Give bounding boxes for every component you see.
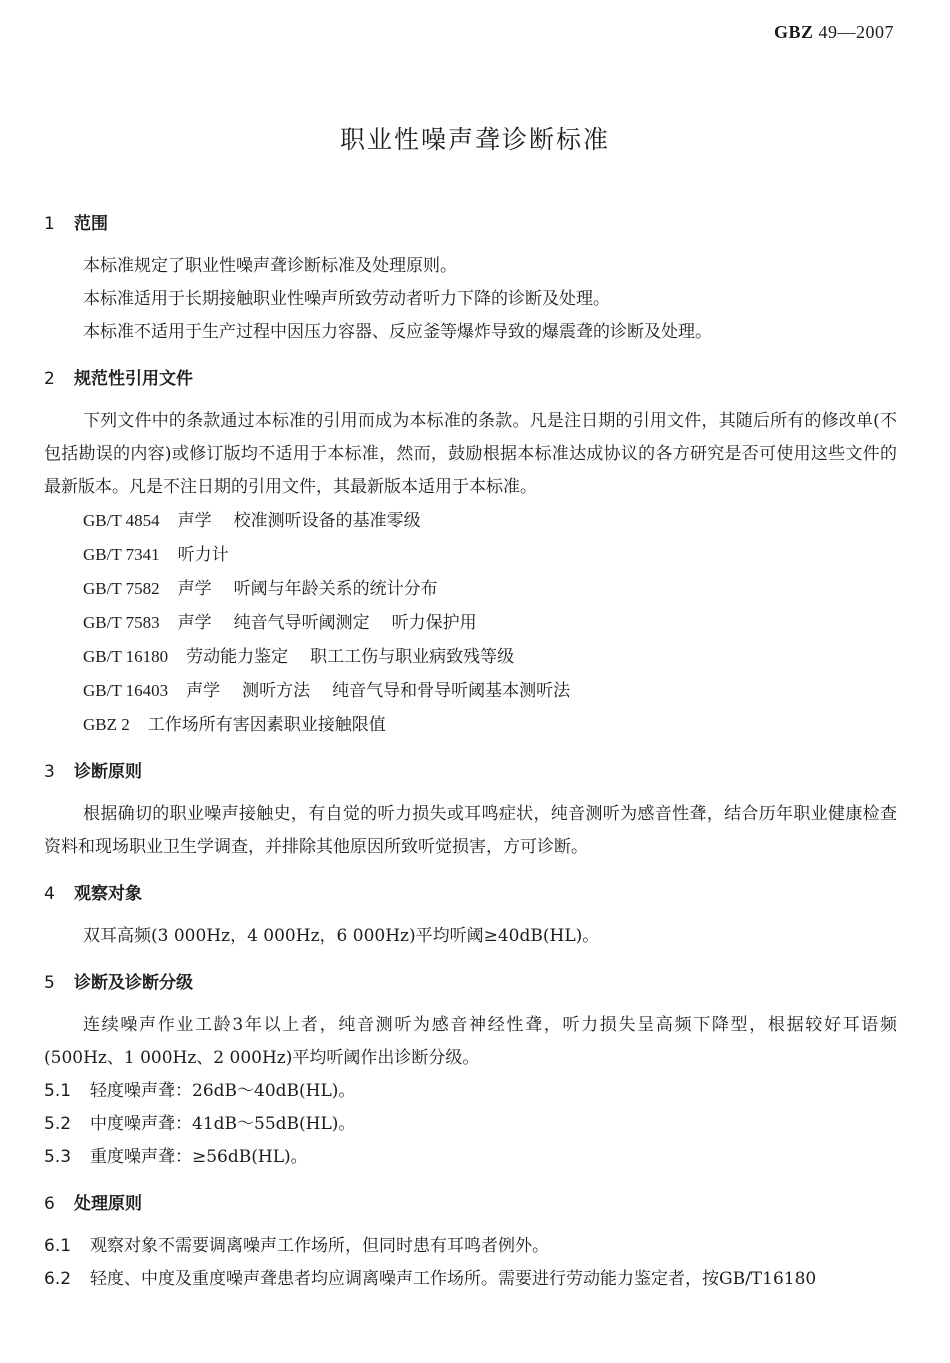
paragraph: 下列文件中的条款通过本标准的引用而成为本标准的条款。凡是注日期的引用文件，其随后所有的修改单(不包括勘误的内容)或修订版均不适用于本标准，然而，鼓励根据本标准达成协议的各方研究是否可使用这些文件的最新版本。凡是不注日期的引用文件，其最新版本适用于本标准。: [44, 411, 897, 497]
clause-number: 6.2: [44, 1269, 72, 1289]
clause-item: [44, 1075, 897, 1108]
reference-item: [44, 606, 897, 640]
clause-item: [44, 1263, 897, 1296]
reference-code: GB/T 7583: [83, 613, 160, 632]
clause-text: 轻度、中度及重度噪声聋患者均应调离噪声工作场所。需要进行劳动能力鉴定者，按GB/T16180: [90, 1269, 817, 1289]
reference-part: 工作场所有害因素职业接触限值: [147, 715, 386, 735]
paragraph: 连续噪声作业工龄3年以上者，纯音测听为感音神经性聋，听力损失呈高频下降型，根据较好耳语频(500Hz、1 000Hz、2 000Hz)平均听阈作出诊断分级。: [44, 1015, 897, 1068]
reference-code: GB/T 16180: [83, 647, 169, 666]
reference-part: 纯音气导听阈测定: [233, 613, 370, 633]
section-number: 2: [44, 369, 55, 389]
section-number: 6: [44, 1194, 55, 1214]
reference-part: 纯音气导和骨导听阈基本测听法: [332, 681, 571, 701]
paragraph: 本标准适用于长期接触职业性噪声所致劳动者听力下降的诊断及处理。: [83, 289, 610, 309]
section-title: 诊断及诊断分级: [74, 973, 193, 993]
clause-number: 5.2: [44, 1114, 72, 1134]
reference-part: 劳动能力鉴定: [186, 647, 289, 667]
reference-part: 声学: [177, 613, 212, 633]
paragraph: 根据确切的职业噪声接触史，有自觉的听力损失或耳鸣症状，纯音测听为感音性聋，结合历年职业健康检查资料和现场职业卫生学调查，并排除其他原因所致听觉损害，方可诊断。: [44, 804, 897, 857]
reference-code: GB/T 4854: [83, 511, 160, 530]
paragraph: 双耳高频(3 000Hz，4 000Hz，6 000Hz)平均听阈≥40dB(HL)。: [83, 926, 600, 946]
section-5-heading: [44, 967, 897, 999]
reference-part: 声学: [186, 681, 221, 701]
section-6-heading: [44, 1188, 897, 1220]
section-title: 范围: [74, 214, 108, 234]
section-title: 观察对象: [74, 884, 142, 904]
reference-item: [44, 572, 897, 606]
reference-part: 职工工伤与职业病致残等级: [310, 647, 515, 667]
clause-text: 轻度噪声聋：26dB～40dB(HL)。: [90, 1081, 356, 1101]
clause-item: [44, 1141, 897, 1174]
clause-number: 5.1: [44, 1081, 72, 1101]
reference-part: 听力保护用: [391, 613, 477, 633]
clause-text: 中度噪声聋：41dB～55dB(HL)。: [90, 1114, 356, 1134]
standard-code-number: 49—2007: [818, 22, 894, 42]
section-title: 诊断原则: [74, 762, 142, 782]
clause-number: 5.3: [44, 1147, 72, 1167]
reference-part: 声学: [177, 579, 212, 599]
standard-code-prefix: GBZ: [773, 22, 814, 42]
clause-text: 重度噪声聋：≥56dB(HL)。: [90, 1147, 308, 1167]
clause-number: 6.1: [44, 1236, 72, 1256]
section-number: 4: [44, 884, 55, 904]
standard-code: [774, 22, 894, 43]
clause-text: 观察对象不需要调离噪声工作场所，但同时患有耳鸣者例外。: [90, 1236, 549, 1256]
reference-item: [44, 640, 897, 674]
section-title: 处理原则: [74, 1194, 142, 1214]
section-number: 1: [44, 214, 55, 234]
document-title: 职业性噪声聋诊断标准: [339, 125, 610, 154]
reference-code: GB/T 7582: [83, 579, 160, 598]
document-body: [44, 208, 897, 1296]
section-4-heading: [44, 878, 897, 910]
reference-code: GB/T 7341: [83, 545, 160, 564]
paragraph: 本标准不适用于生产过程中因压力容器、反应釜等爆炸导致的爆震聋的诊断及处理。: [83, 322, 712, 342]
section-2-heading: [44, 363, 897, 395]
reference-item: [44, 708, 897, 742]
section-number: 5: [44, 973, 55, 993]
clause-item: [44, 1108, 897, 1141]
section-number: 3: [44, 762, 55, 782]
section-title: 规范性引用文件: [74, 369, 193, 389]
reference-part: 听力计: [177, 545, 229, 565]
clause-item: [44, 1230, 897, 1263]
reference-item: [44, 504, 897, 538]
reference-code: GBZ 2: [83, 715, 130, 734]
reference-item: [44, 538, 897, 572]
reference-part: 听阈与年龄关系的统计分布: [233, 579, 438, 599]
reference-code: GB/T 16403: [83, 681, 169, 700]
reference-part: 校准测听设备的基准零级: [233, 511, 421, 531]
section-3-heading: [44, 756, 897, 788]
reference-item: [44, 674, 897, 708]
section-1-heading: [44, 208, 897, 240]
reference-part: 声学: [177, 511, 212, 531]
reference-part: 测听方法: [242, 681, 311, 701]
paragraph: 本标准规定了职业性噪声聋诊断标准及处理原则。: [83, 256, 457, 276]
